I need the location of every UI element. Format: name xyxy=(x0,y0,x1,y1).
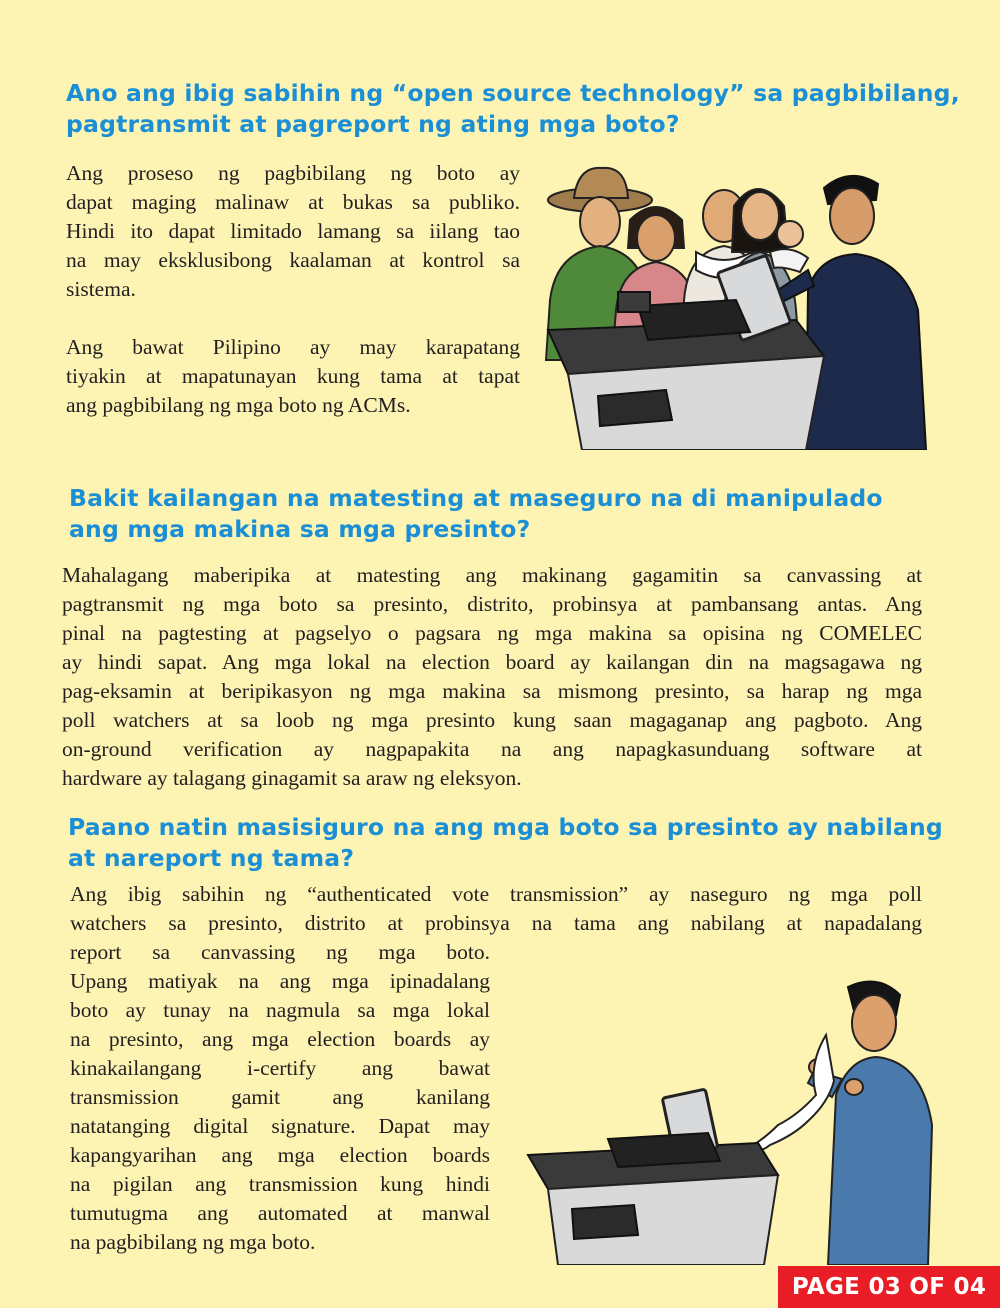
text-line: watchers sa presinto, distrito at probinsya na tama ang nabilang at napadalang xyxy=(70,911,922,935)
text-line: tiyakin at mapatunayan kung tama at tapat xyxy=(66,364,520,388)
text-line: dapat maging malinaw at bukas sa publiko. xyxy=(66,190,520,214)
text-line: Upang matiyak na ang mga ipinadalang xyxy=(70,969,490,993)
voters-at-machine-illustration xyxy=(538,160,938,450)
section2-heading-line1: Bakit kailangan na matesting at maseguro na di manipulado xyxy=(69,484,883,512)
text-line: Ang ibig sabihin ng “authenticated vote transmission” ay naseguro ng mga poll xyxy=(70,882,922,906)
section1-paragraph-1 xyxy=(66,159,520,304)
section1-paragraph-2 xyxy=(66,333,520,420)
voting-machine xyxy=(528,1089,778,1265)
text-line: Ang proseso ng pagbibilang ng boto ay xyxy=(66,161,520,185)
section3-heading-line2: at nareport ng tama? xyxy=(68,844,355,872)
text-line: Hindi ito dapat limitado lamang sa iilang tao xyxy=(66,219,520,243)
page-number-label: PAGE 03 OF 04 xyxy=(791,1274,987,1300)
text-line: ay hindi sapat. Ang mga lokal na election board ay kailangan din na magsagawa ng xyxy=(62,650,922,674)
section3-heading xyxy=(68,812,948,874)
section2-heading-line2: ang mga makina sa mga presinto? xyxy=(69,515,531,543)
man-reading-receipt-figure xyxy=(808,982,932,1265)
text-line: na may eksklusibong kaalaman at kontrol sa xyxy=(66,248,520,272)
section3-paragraph-wide xyxy=(70,880,922,938)
text-line: kinakailangang i-certify ang bawat xyxy=(70,1056,490,1080)
section2-paragraph xyxy=(62,561,922,793)
text-line: tumutugma ang automated at manwal xyxy=(70,1201,490,1225)
text-line: pinal na pagtesting at pagselyo o pagsara ng mga makina sa opisina ng COMELEC xyxy=(62,621,922,645)
section1-heading-line2: pagtransmit at pagreport ng ating mga boto? xyxy=(66,110,680,138)
section1-heading xyxy=(66,78,966,140)
receipt-paper xyxy=(740,1035,834,1152)
section3-heading-line1: Paano natin masisiguro na ang mga boto sa presinto ay nabilang xyxy=(68,813,943,841)
text-line: na presinto, ang mga election boards ay xyxy=(70,1027,490,1051)
text-line: kapangyarihan ang mga election boards xyxy=(70,1143,490,1167)
text-line: on-ground verification ay nagpapakita na ang napagkasunduang software at xyxy=(62,737,922,761)
text-line: report sa canvassing ng mga boto. xyxy=(70,940,490,964)
text-line: sistema. xyxy=(66,277,136,301)
text-line: Mahalagang maberipika at matesting ang makinang gagamitin sa canvassing at xyxy=(62,563,922,587)
text-line: hardware ay talagang ginagamit sa araw ng eleksyon. xyxy=(62,766,522,790)
text-line: natatanging digital signature. Dapat may xyxy=(70,1114,490,1138)
text-line: na pigilan ang transmission kung hindi xyxy=(70,1172,490,1196)
text-line: poll watchers at sa loob ng mga presinto kung saan magaganap ang pagboto. Ang xyxy=(62,708,922,732)
section3-paragraph-narrow xyxy=(70,938,490,1257)
text-line: boto ay tunay na nagmula sa mga lokal xyxy=(70,998,490,1022)
text-line: pag-eksamin at beripikasyon ng mga makina sa mismong presinto, sa harap ng mga xyxy=(62,679,922,703)
section1-heading-line1: Ano ang ibig sabihin ng “open source technology” sa pagbibilang, xyxy=(66,79,960,107)
receipt-reader-illustration xyxy=(508,975,948,1265)
text-line: Ang bawat Pilipino ay may karapatang xyxy=(66,335,520,359)
page-number-badge xyxy=(778,1266,1000,1308)
text-line: ang pagbibilang ng mga boto ng ACMs. xyxy=(66,393,411,417)
text-line: na pagbibilang ng mga boto. xyxy=(70,1230,316,1254)
text-line: pagtransmit ng mga boto sa presinto, distrito, probinsya at pambansang antas. Ang xyxy=(62,592,922,616)
text-line: transmission gamit ang kanilang xyxy=(70,1085,490,1109)
section2-heading xyxy=(69,483,949,545)
